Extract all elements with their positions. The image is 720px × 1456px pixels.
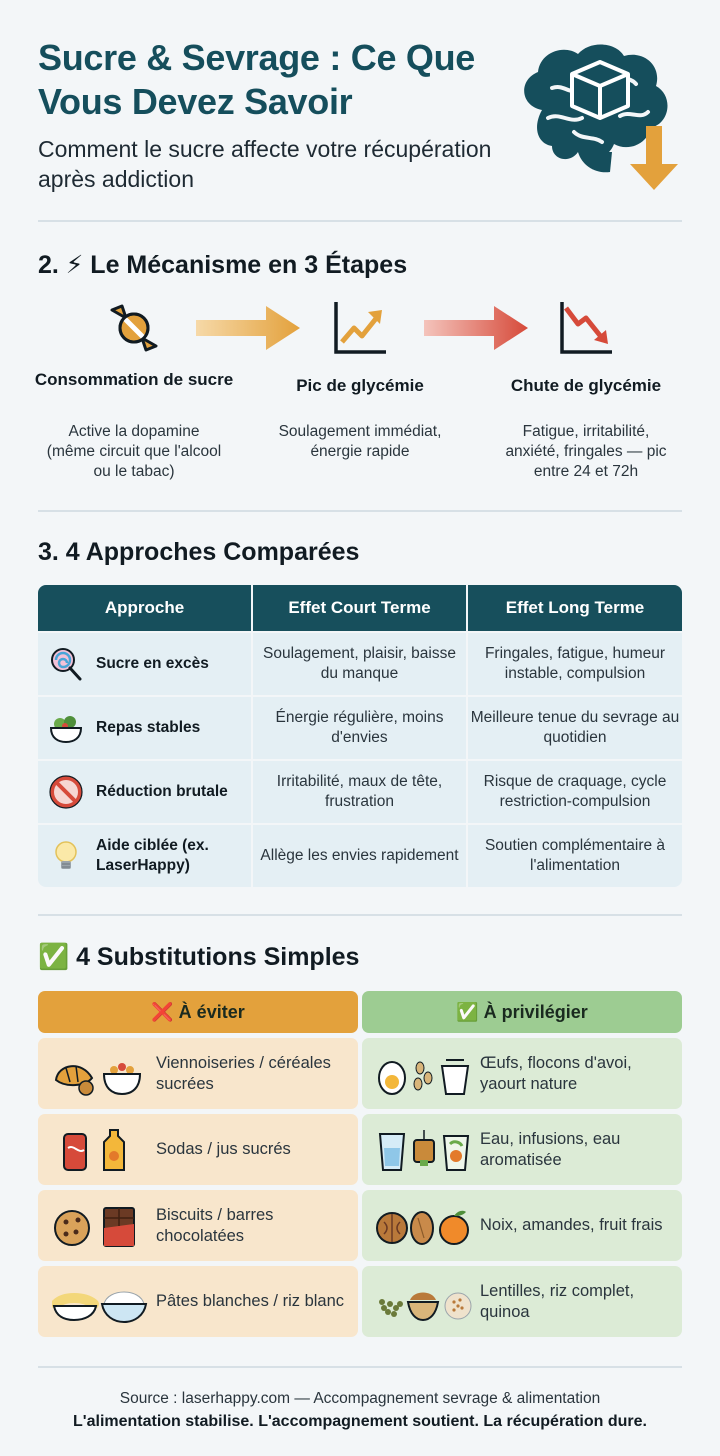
avoid-cell [38, 1114, 358, 1185]
divider [38, 1366, 682, 1368]
approach-label: Repas stables [96, 719, 201, 736]
substitutions-header-row [38, 991, 682, 1033]
substitution-row [38, 1190, 682, 1261]
table-header-cell: Effet Long Terme [468, 585, 682, 631]
table-cell-long: Meilleure tenue du sevrage au quotidien [468, 697, 682, 759]
prefer-text: Eau, infusions, eau aromatisée [480, 1129, 621, 1169]
prefer-cell [362, 1266, 682, 1337]
avoid-text: Sodas / jus sucrés [156, 1140, 291, 1158]
table-row [38, 825, 682, 887]
nuts-orange-icon [376, 1202, 472, 1250]
lollipop-icon [48, 646, 84, 682]
section-title-comparison: 3. 4 Approches Comparées [38, 538, 360, 566]
table-row [38, 761, 682, 823]
divider [38, 510, 682, 512]
prefer-cell [362, 1038, 682, 1109]
salad-bowl-icon [48, 710, 84, 746]
table-cell-long: Fringales, fatigue, humeur instable, compulsion [468, 633, 682, 695]
avoid-cell [38, 1190, 358, 1261]
table-cell-short: Énergie régulière, moins d'envies [253, 697, 466, 759]
page-title: Sucre & Sevrage : Ce Que Vous Devez Savoir [38, 37, 475, 122]
avoid-text: Pâtes blanches / riz blanc [156, 1292, 345, 1310]
table-cell-approach [38, 633, 251, 695]
section-title-substitutions: ✅ 4 Substitutions Simples [38, 943, 360, 971]
lentils-quinoa-icon [376, 1278, 472, 1326]
table-cell-short: Irritabilité, maux de tête, frustration [253, 761, 466, 823]
table-cell-long: Soutien complémentaire à l'alimentation [468, 825, 682, 887]
substitution-row [38, 1038, 682, 1109]
approach-label: Aide ciblée (ex. LaserHappy) [96, 837, 209, 874]
table-header-cell: Effet Court Terme [253, 585, 466, 631]
substitutions-grid [38, 991, 682, 1337]
lightbulb-icon [48, 838, 84, 874]
avoid-cell [38, 1266, 358, 1337]
section-title-mechanism: 2. ⚡ Le Mécanisme en 3 Étapes [38, 251, 408, 279]
footer-tagline: L'alimentation stabilise. L'accompagnement soutient. La récupération dure. [73, 1413, 647, 1430]
chart-down-icon [554, 296, 618, 360]
pasta-rice-icon [52, 1278, 148, 1326]
divider [38, 914, 682, 916]
croissant-cereal-icon [52, 1050, 148, 1098]
avoid-header: ❌ À éviter [38, 991, 358, 1033]
table-cell-short: Allège les envies rapidement [253, 825, 466, 887]
table-cell-approach [38, 697, 251, 759]
substitution-row [38, 1266, 682, 1337]
water-tea-icon [376, 1126, 472, 1174]
prefer-cell [362, 1190, 682, 1261]
table-cell-approach [38, 825, 251, 887]
prefer-text: Lentilles, riz complet, quinoa [480, 1281, 635, 1321]
step-desc-pic: Soulagement immédiat, énergie rapide [278, 423, 442, 460]
step-desc-consommation: Active la dopamine (même circuit que l'alcool ou le tabac) [46, 423, 222, 480]
step-desc-chute: Fatigue, irritabilité, anxiété, fringales — pic entre 24 et 72h [505, 423, 667, 480]
divider [38, 220, 682, 222]
prohibited-icon [48, 774, 84, 810]
approach-label: Sucre en excès [96, 655, 209, 672]
table-header-row [38, 585, 682, 631]
chart-up-icon [328, 296, 392, 360]
approach-label: Réduction brutale [96, 783, 228, 800]
cookie-chocolate-icon [52, 1202, 148, 1250]
table-header-cell: Approche [38, 585, 251, 631]
step-name-consommation: Consommation de sucre [34, 370, 234, 389]
step-name-pic: Pic de glycémie [296, 376, 424, 395]
substitution-row [38, 1114, 682, 1185]
prefer-text: Noix, amandes, fruit frais [480, 1216, 663, 1234]
prefer-text: Œufs, flocons d'avoi, yaourt nature [480, 1053, 632, 1093]
footer-source: Source : laserhappy.com — Accompagnement sevrage & alimentation [119, 1390, 601, 1407]
table-cell-short: Soulagement, plaisir, baisse du manque [253, 633, 466, 695]
prefer-header: ✅ À privilégier [362, 991, 682, 1033]
arrow-right-icon [196, 306, 300, 350]
arrow-right-icon [424, 306, 528, 350]
avoid-text: Biscuits / barres chocolatées [156, 1205, 274, 1245]
table-cell-long: Risque de craquage, cycle restriction-compulsion [468, 761, 682, 823]
step-name-chute: Chute de glycémie [510, 376, 662, 395]
table-row [38, 633, 682, 695]
brain-sugar-cube-down-arrow-icon [512, 40, 684, 195]
egg-oats-yogurt-icon [376, 1050, 472, 1098]
table-cell-approach [38, 761, 251, 823]
avoid-text: Viennoiseries / céréales sucrées [156, 1053, 331, 1093]
comparison-table [38, 585, 682, 887]
page-subtitle: Comment le sucre affecte votre récupération après addiction [38, 136, 492, 192]
soda-juice-icon [52, 1126, 148, 1174]
table-row [38, 697, 682, 759]
avoid-cell [38, 1038, 358, 1109]
candy-icon [102, 296, 166, 360]
prefer-cell [362, 1114, 682, 1185]
